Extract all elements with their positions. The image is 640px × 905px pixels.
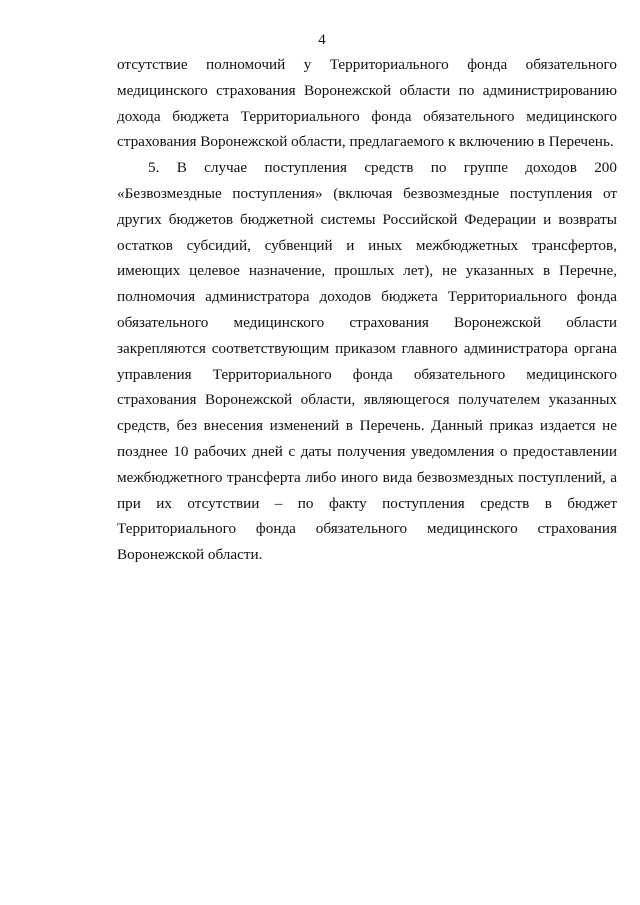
page-number: 4	[318, 32, 326, 48]
paragraph-continuation: отсутствие полномочий у Территориального фонда обязательного медицинского страхования Воронежской области по администрированию дохода бюджета Территориального фонда обязательного медицинского страхования Воронежской области, предлагаемого к включению в Перечень.	[117, 56, 617, 151]
paragraph-item-5: 5. В случае поступления средств по группе доходов 200 «Безвозмездные поступления» (включая безвозмездные поступления от других бюджетов бюджетной системы Российской Федерации и возвраты остатков субсидий, субвенций и иных межбюджетных трансфертов, имеющих целевое назначение, прошлых лет), не указанных в Перечне, полномочия администратора доходов бюджета Территориального фонда обязательного медицинского страхования Воронежской области закрепляются соответствующим приказом главного администратора органа управления Территориального фонда обязательного медицинского страхования Воронежской области, являющегося получателем указанных средств, без внесения изменений в Перечень. Данный приказ издается не позднее 10 рабочих дней с даты получения уведомления о предоставлении межбюджетного трансферта либо иного вида безвозмездных поступлений, а при их отсутствии – по факту поступления средств в бюджет Территориального фонда обязательного медицинского страхования Воронежской области.	[117, 159, 617, 564]
document-body	[117, 52, 617, 568]
